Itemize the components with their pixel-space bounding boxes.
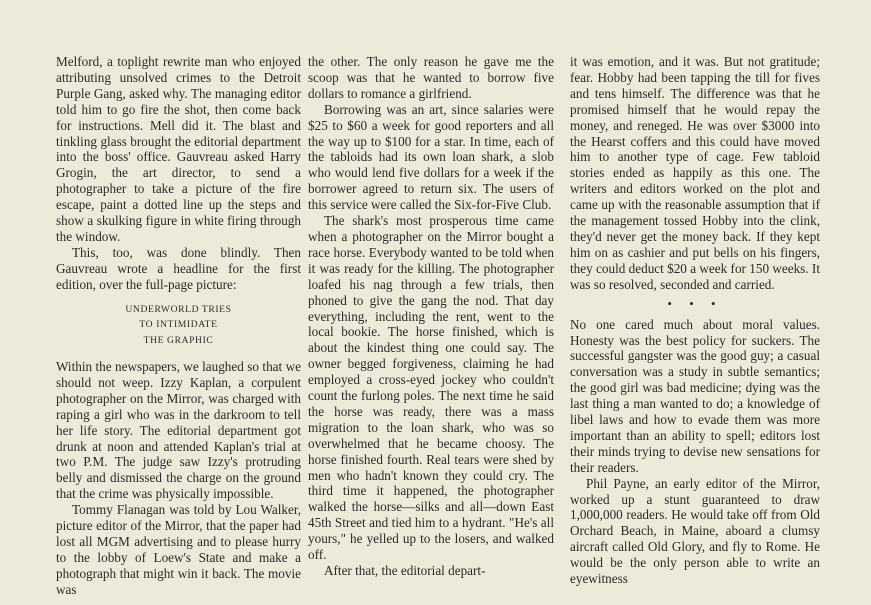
headline-line: THE GRAPHIC	[143, 335, 214, 347]
headline-line: TO INTIMIDATE	[139, 319, 218, 331]
text-column-right	[570, 54, 820, 587]
paragraph: the other. The only reason he gave me the scoop was that he wanted to borrow five dollars to romance a girlfriend.	[308, 54, 554, 101]
paragraph: Borrowing was an art, since salaries were $25 to $60 a week for good reporters and all the way up to $100 for a star. In time, each of the tabloids had its own loan shark, a slob who would lend five dollars for a week if the borrower agreed to return six. The users of this service were called the Six-for-Five Club.	[308, 101, 554, 213]
headline-line: UNDERWORLD TRIES	[125, 303, 232, 315]
paragraph: it was emotion, and it was. But not gratitude; fear. Hobby had been tapping the till for fives and tens himself. The difference was that he promised himself that he would repay the money, and reneged. He was over $3000 into the Hearst coffers and this could have moved him to another type of cage. Few tabloid stories ended as happily as this one. The writers and editors worked on the plot and came up with the reasonable assumption that if the management tossed Hobby into the clink, they'd never get the money back. If they kept him on as cashier and put bells on his fingers, they could deduct $20 a week for 150 weeks. It was so resolved, seconded and carried.	[570, 54, 820, 292]
paragraph: The shark's most prosperous time came when a photographer on the Mirror bought a race horse. Everybody wanted to be told when it was ready for the killing. The photographer loafed his nag through a few trials, then phoned to give the gang the nod. That day everything, including the rent, went to the local bookie. The horse finished, which is about the kindest thing one could say. The owner begged forgiveness, claiming he had employed a cross-eyed jockey who couldn't count the furlong poles. The next time he said the horse was ready, there was a mass migration to the loan shark, who was so overwhelmed that he became choosy. The horse finished fourth. Real tears were shed by men who hadn't known they could cry. The third time it happened, the photographer walked the horse—silks and all—down East 45th Street and tied him to a hydrant. "He's all yours," he yelled up to the losers, and walked off.	[308, 213, 554, 563]
text-column-left	[56, 54, 301, 598]
paragraph: No one cared much about moral values. Honesty was the best policy for suckers. The successful gangster was the good guy; a casual conversation was a study in subtle semantics; the good girl was bad medicine; dying was the last thing a man wanted to do; a knowledge of libel laws and how to evade them was more important than an ability to spell; editors lost their minds trying to devise new sensations for their readers.	[570, 316, 820, 475]
section-break: • • •	[667, 295, 723, 311]
paragraph: Within the newspapers, we laughed so that we should not weep. Izzy Kaplan, a corpulent photographer on the Mirror, was charged with raping a girl who was in the darkroom to tell her life story. The editorial department got drunk at noon and attended Kaplan's trial at two P.M. The judge saw Izzy's protruding belly and dismissed the charge on the ground that the crime was physically impossible.	[56, 358, 301, 502]
paragraph: Melford, a toplight rewrite man who enjoyed attributing unsolved crimes to the Detroit Purple Gang, asked why. The managing editor told him to go fire the shot, then come back for instructions. Mell did it. The blast and tinkling glass brought the editorial department into the boss' office. Gauvreau asked Harry Grogin, the art director, to send a photographer to take a picture of the fire escape, paint a dotted line up the steps and show a skulking figure in white firing through the window.	[56, 54, 301, 244]
paragraph: This, too, was done blindly. Then Gauvreau wrote a headline for the first edition, over the full-page picture:	[56, 244, 301, 292]
quoted-headline	[56, 302, 301, 349]
paragraph: After that, the editorial depart-	[324, 563, 486, 578]
paragraph: Phil Payne, an early editor of the Mirror, worked up a stunt guaranteed to draw 1,000,000 readers. He would take off from Old Orchard Beach, in Maine, aboard a clumsy aircraft called Old Glory, and fly to Rome. He would be the only person able to write an eyewitness	[570, 475, 820, 587]
text-column-middle	[308, 54, 554, 579]
paragraph: Tommy Flanagan was told by Lou Walker, picture editor of the Mirror, that the paper had lost all MGM advertising and to please hurry to the lobby of Loew's State and make a photograph that might win it back. The movie was	[56, 502, 301, 597]
